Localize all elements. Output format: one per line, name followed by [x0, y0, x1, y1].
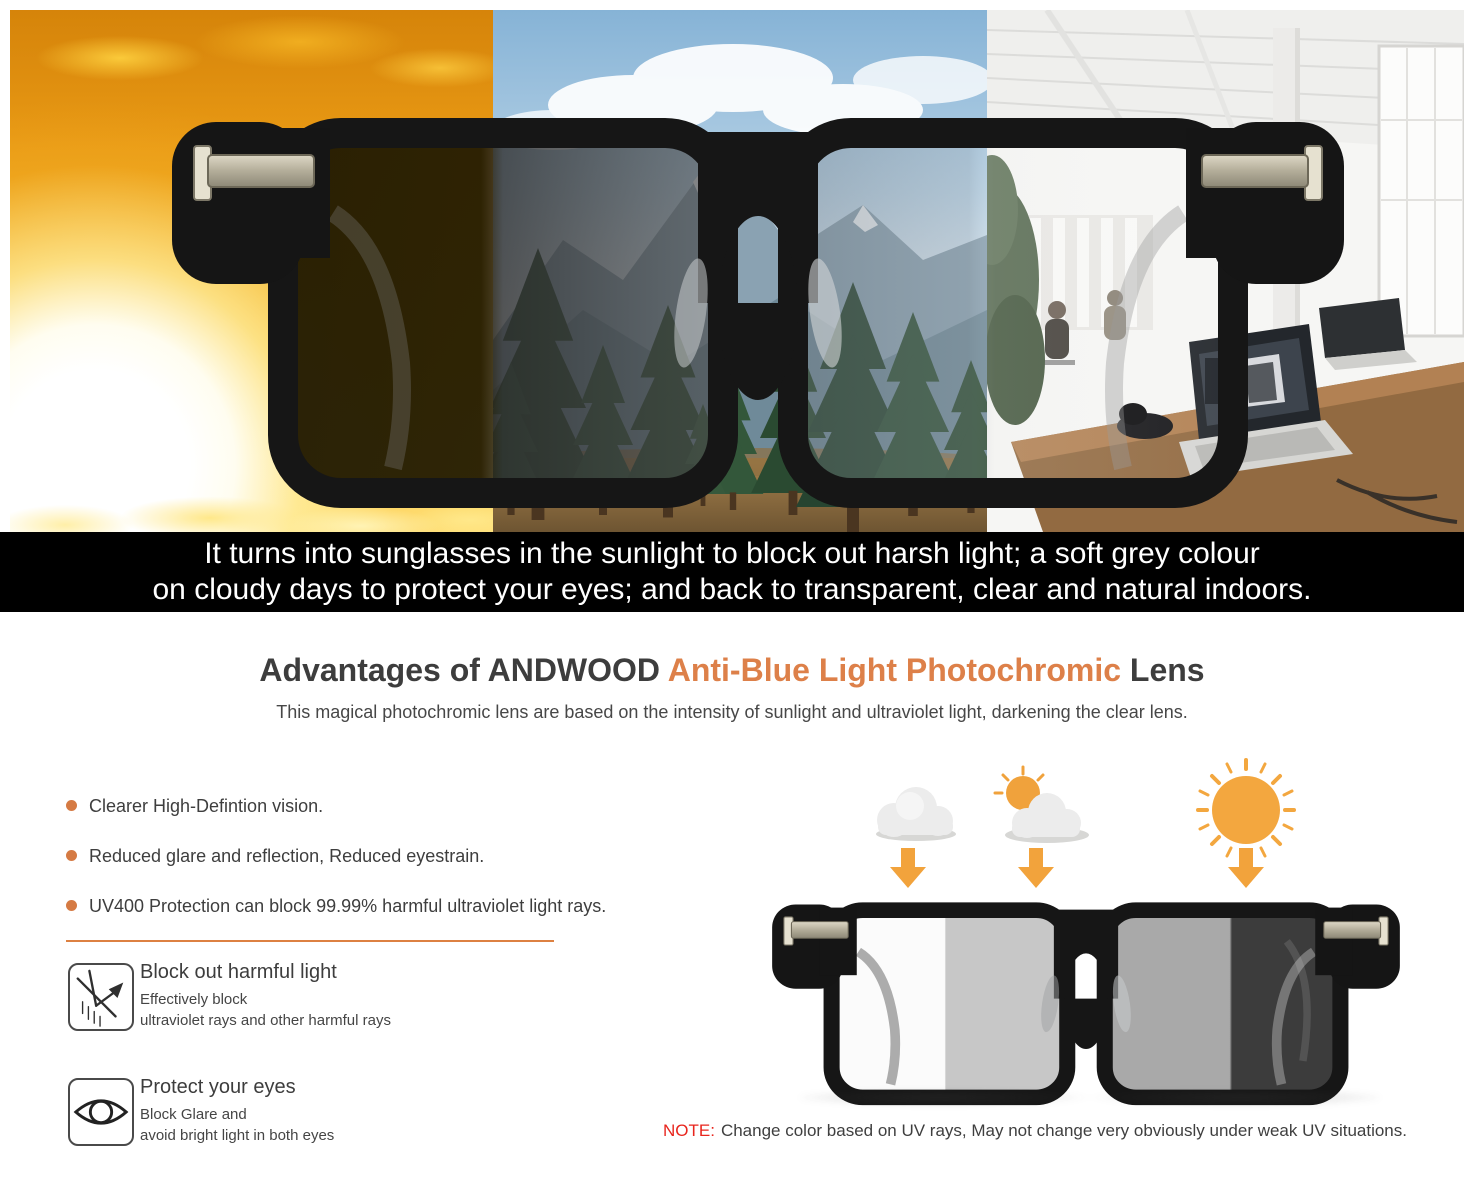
bullet-text: Clearer High-Defintion vision.	[89, 796, 324, 816]
caption-line-1: It turns into sunglasses in the sunlight to block out harsh light; a soft grey colour	[204, 537, 1260, 570]
advantages-bullet-list	[66, 796, 606, 946]
title-prefix: Advantages of ANDWOOD	[259, 652, 668, 688]
photochromic-stages-glasses	[770, 892, 1402, 1114]
hero-photo-montage	[10, 10, 1464, 532]
bullet-item	[66, 896, 606, 917]
sun-behind-cloud-icon	[985, 765, 1095, 850]
bullet-item	[66, 846, 606, 867]
feature-desc-line: Block Glare and	[140, 1106, 247, 1123]
note-body: Change color based on UV rays, May not change very obviously under weak UV situations.	[720, 1121, 1407, 1140]
down-arrow-icon	[890, 848, 926, 888]
hero-glasses	[168, 98, 1348, 525]
note-label: NOTE:	[663, 1121, 715, 1140]
down-arrow-icon	[1228, 848, 1264, 888]
title-suffix: Lens	[1121, 652, 1205, 688]
caption-banner	[0, 532, 1464, 612]
note-text	[663, 1121, 1407, 1141]
bullet-dot-icon	[66, 800, 77, 811]
left-lens-clear-to-grey	[832, 910, 1068, 1097]
advantages-title	[0, 652, 1464, 689]
sunset-clouds-top	[10, 10, 493, 105]
feature-desc-line: ultraviolet rays and other harmful rays	[140, 1012, 391, 1029]
feature-title: Block out harmful light	[140, 961, 337, 983]
window	[1379, 46, 1464, 336]
right-lens	[793, 133, 1233, 493]
sun-icon	[1192, 758, 1300, 862]
bullet-item	[66, 796, 606, 817]
eye-icon	[68, 1078, 134, 1146]
bullet-text: Reduced glare and reflection, Reduced eyestrain.	[89, 846, 485, 866]
bullet-dot-icon	[66, 900, 77, 911]
advantages-subtitle: This magical photochromic lens are based on the intensity of sunlight and ultraviolet light, darkening the clear lens.	[276, 702, 1188, 722]
orange-divider	[66, 940, 554, 942]
feature-desc-line: Effectively block	[140, 991, 248, 1008]
down-arrow-icon	[1018, 848, 1054, 888]
bullet-dot-icon	[66, 850, 77, 861]
caption-line-2: on cloudy days to protect your eyes; and back to transparent, clear and natural indoors.	[152, 573, 1312, 606]
title-highlight: Anti-Blue Light Photochromic	[667, 652, 1122, 688]
feature-desc-line: avoid bright light in both eyes	[140, 1127, 335, 1144]
feature-title: Protect your eyes	[140, 1076, 296, 1098]
left-lens	[283, 133, 723, 493]
glasses-reflection	[800, 1090, 1380, 1120]
blocked-rays-icon	[68, 963, 134, 1031]
bullet-text: UV400 Protection can block 99.99% harmful ultraviolet light rays.	[89, 896, 607, 916]
cloud-icon	[866, 780, 964, 844]
